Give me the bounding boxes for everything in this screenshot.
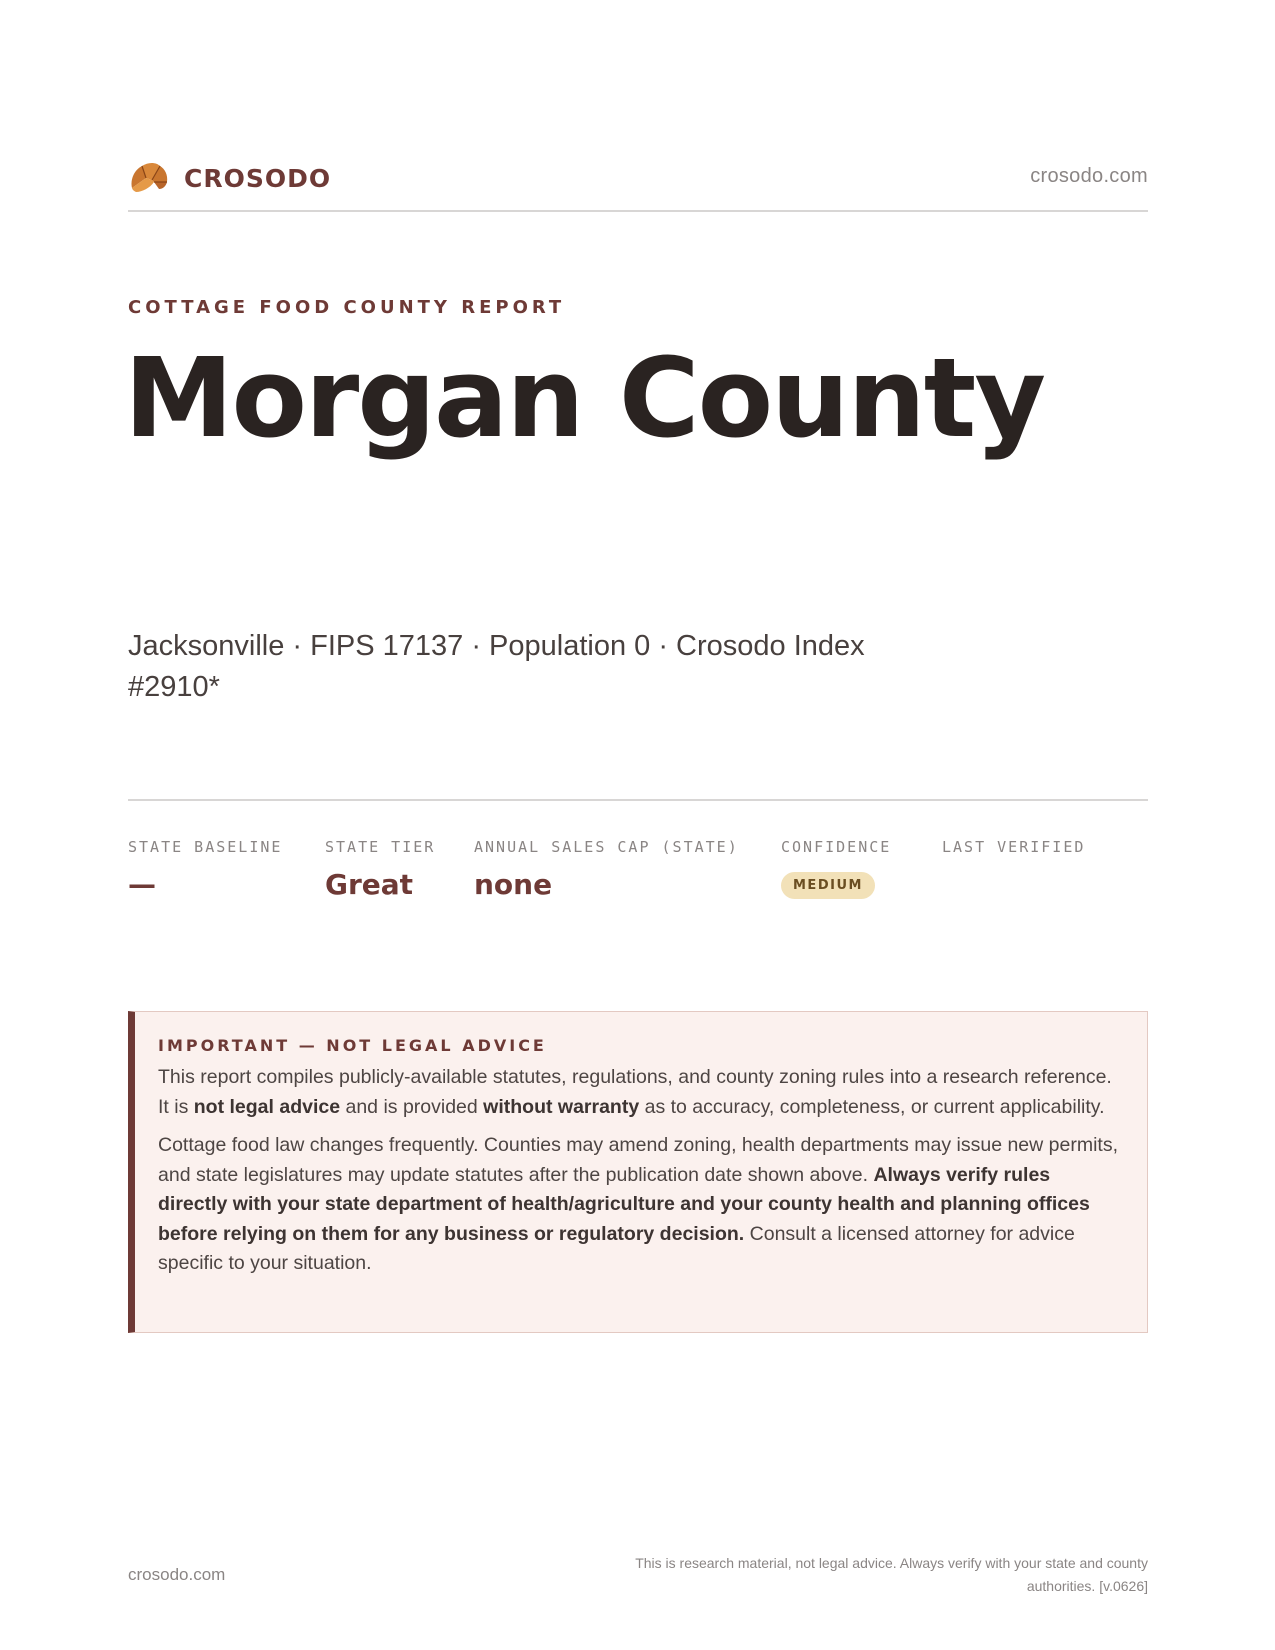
notice-text: and is provided — [340, 1095, 484, 1118]
notice-text: Consult a licensed attorney for advice specific to your situation. — [158, 1222, 1075, 1274]
notice-emphasis: without warranty — [483, 1095, 640, 1118]
stat-value: Great — [325, 868, 414, 901]
page-title: Morgan County — [124, 334, 1045, 462]
notice-text: Cottage food law changes frequently. Counties may amend zoning, health departments may issue new permits, and state legislatures may update statutes after the publication date shown above. — [158, 1134, 1118, 1186]
report-page — [124, 0, 1148, 1650]
stat-label: STATE TIER — [325, 838, 436, 856]
stat-value: none — [474, 868, 553, 901]
notice-title: IMPORTANT — NOT LEGAL ADVICE — [158, 1036, 547, 1055]
stat-state-baseline — [128, 838, 282, 901]
croissant-icon — [128, 158, 170, 198]
notice-paragraph-2 — [158, 1131, 1121, 1279]
brand-name: CROSODO — [184, 163, 332, 193]
stat-annual-sales-cap — [474, 838, 739, 901]
stat-label: STATE BASELINE — [128, 838, 283, 856]
notice-text: This report compiles publicly-available statutes, regulations, and county zoning rules into a research reference. It is — [158, 1066, 1112, 1118]
stats-row — [128, 799, 1148, 911]
brand — [128, 158, 331, 198]
stat-label: LAST VERIFIED — [942, 838, 1086, 856]
stat-value: — — [128, 868, 156, 901]
page-header — [128, 158, 1148, 212]
notice-text: as to accuracy, completeness, or current applicability. — [639, 1095, 1105, 1118]
stat-confidence — [781, 838, 891, 899]
county-subtitle: Jacksonville · FIPS 17137 · Population 0 · Crosodo Index #2910* — [128, 630, 865, 703]
stat-label: CONFIDENCE — [781, 838, 892, 856]
notice-emphasis: Always verify rules directly with your state department of health/agriculture and your county health and planning offices before relying on them for any business or regulatory decision. — [158, 1163, 1090, 1245]
report-eyebrow: COTTAGE FOOD COUNTY REPORT — [128, 297, 566, 318]
footer-site-link[interactable]: crosodo.com — [128, 1565, 226, 1584]
stat-last-verified — [942, 838, 1085, 868]
stat-label: ANNUAL SALES CAP (STATE) — [474, 838, 739, 856]
notice-emphasis: not legal advice — [193, 1095, 341, 1118]
confidence-badge: MEDIUM — [781, 872, 875, 899]
footer-disclaimer: This is research material, not legal advice. Always verify with your state and county authorities. [v.0626] — [635, 1555, 1148, 1594]
stat-state-tier — [325, 838, 435, 901]
notice-paragraph-1 — [158, 1063, 1121, 1122]
site-link[interactable]: crosodo.com — [1030, 165, 1148, 187]
legal-notice — [128, 1011, 1148, 1333]
